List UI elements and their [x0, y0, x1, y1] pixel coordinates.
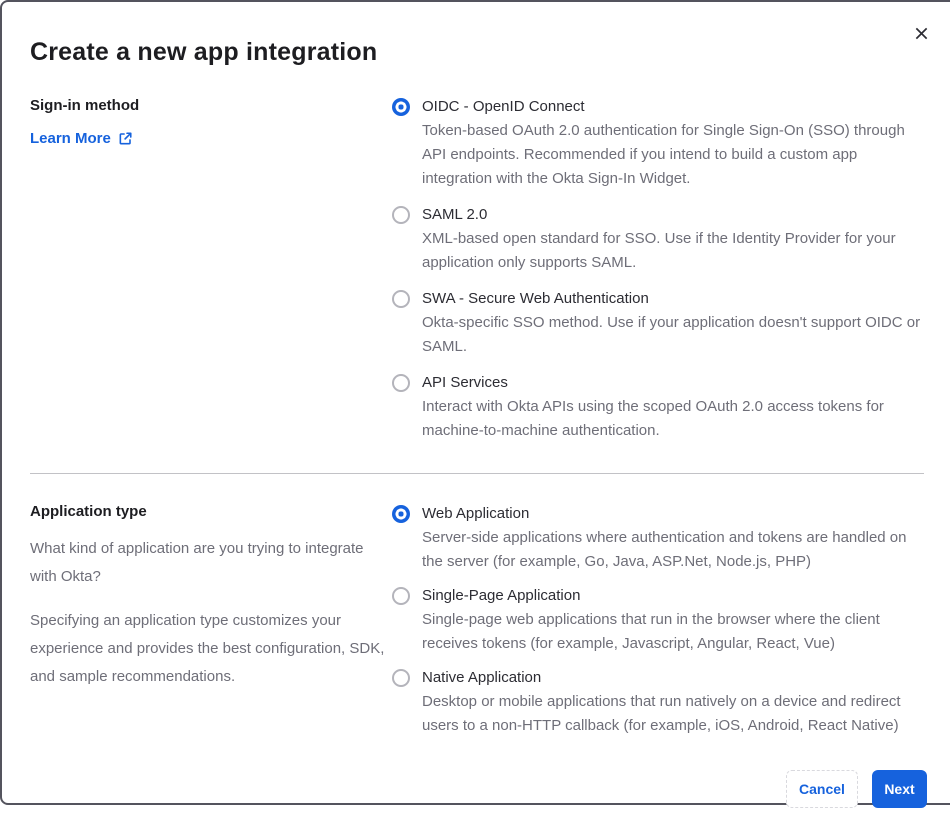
radio-button-single-page-application[interactable]: [392, 587, 410, 605]
option-swa[interactable]: [392, 287, 926, 359]
option-api-services[interactable]: [392, 371, 926, 443]
option-description: Desktop or mobile applications that run natively on a device and redirect users to a non-HTTP callback (for example, iOS, Android, React Native): [422, 693, 901, 734]
option-description: Interact with Okta APIs using the scoped OAuth 2.0 access tokens for machine-to-machine authentication.: [422, 398, 884, 439]
learn-more-label: Learn More: [30, 130, 111, 147]
signin-method-heading: Sign-in method: [30, 97, 140, 114]
external-link-icon: [118, 131, 133, 146]
application-type-heading: Application type: [30, 503, 147, 520]
option-label: OIDC - OpenID Connect: [422, 98, 585, 115]
dialog-title: Create a new app integration: [30, 38, 378, 66]
radio-button-swa[interactable]: [392, 290, 410, 308]
option-oidc[interactable]: [392, 95, 926, 191]
option-label: API Services: [422, 374, 508, 391]
option-label: SAML 2.0: [422, 206, 488, 223]
option-saml[interactable]: [392, 203, 926, 275]
radio-button-oidc[interactable]: [392, 98, 410, 116]
application-type-options: [392, 502, 926, 748]
option-single-page-application[interactable]: [392, 584, 926, 656]
option-label: Native Application: [422, 669, 542, 686]
application-type-question: What kind of application are you trying to integrate with Okta?: [30, 540, 364, 585]
learn-more-link[interactable]: [30, 130, 133, 147]
cancel-button[interactable]: Cancel: [786, 770, 858, 808]
application-type-note: Specifying an application type customizes your experience and provides the best configuration, SDK, and sample recommendations.: [30, 612, 385, 685]
option-description: Single-page web applications that run in the browser where the client receives tokens (for example, Javascript, Angular, React, Vue): [422, 611, 880, 652]
section-divider: [30, 473, 924, 474]
radio-button-web-application[interactable]: [392, 505, 410, 523]
signin-method-options: [392, 95, 926, 455]
radio-button-api-services[interactable]: [392, 374, 410, 392]
option-label: Web Application: [422, 505, 530, 522]
option-description: Okta-specific SSO method. Use if your application doesn't support OIDC or SAML.: [422, 314, 921, 355]
option-web-application[interactable]: [392, 502, 926, 574]
radio-button-native-application[interactable]: [392, 669, 410, 687]
x-icon: [914, 26, 929, 41]
option-description: Server-side applications where authentication and tokens are handled on the server (for example, Go, Java, ASP.Net, Node.js, PHP): [422, 529, 907, 570]
next-button[interactable]: Next: [872, 770, 927, 808]
option-native-application[interactable]: [392, 666, 926, 738]
option-label: SWA - Secure Web Authentication: [422, 290, 649, 307]
option-description: XML-based open standard for SSO. Use if the Identity Provider for your application only supports SAML.: [422, 230, 896, 271]
radio-button-saml[interactable]: [392, 206, 410, 224]
option-label: Single-Page Application: [422, 587, 581, 604]
option-description: Token-based OAuth 2.0 authentication for Single Sign-On (SSO) through API endpoints. Recommended if you intend to build a custom app integration with the Okta Sign-In Widget.: [422, 122, 905, 187]
close-icon[interactable]: [904, 16, 938, 50]
